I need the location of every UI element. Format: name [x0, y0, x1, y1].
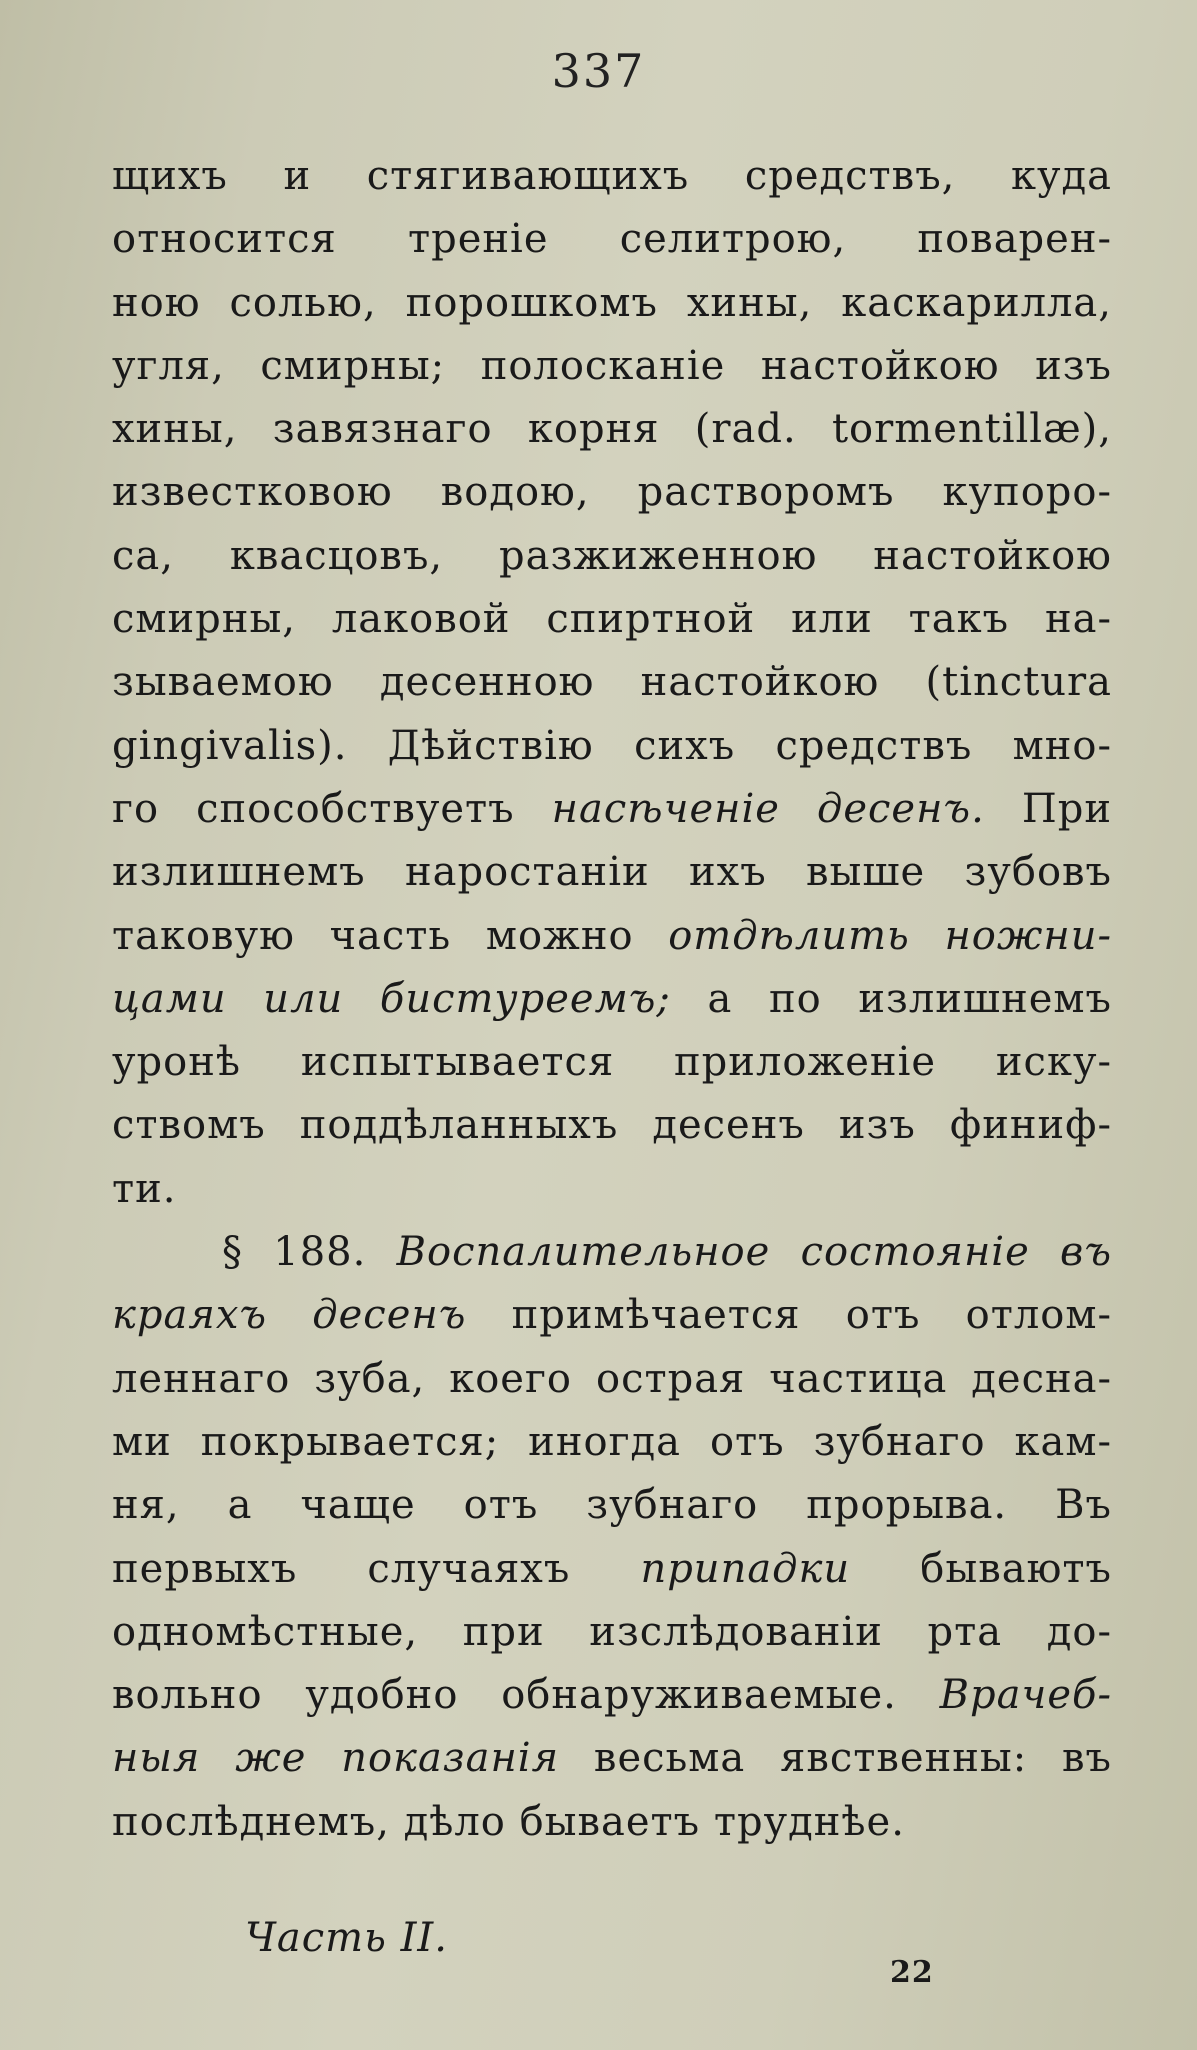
- text-line: [112, 588, 1112, 651]
- text-segment: ми покрывается; иногда отъ зубнаго кам-: [112, 1418, 1112, 1465]
- text-line: [112, 272, 1112, 335]
- italic-text: ныя же показанія: [112, 1735, 560, 1782]
- text-line: [112, 1601, 1112, 1664]
- italic-text: Воспалительное состояніе въ: [396, 1229, 1112, 1276]
- text-segment: щихъ и стягивающихъ средствъ, куда: [112, 153, 1112, 199]
- text-line: [112, 1538, 1112, 1601]
- text-line: [112, 1031, 1112, 1094]
- text-segment: относится треніе селитрою, поварен-: [112, 216, 1112, 263]
- text-segment: зываемою десенною настойкою (tinctura: [112, 659, 1112, 706]
- text-line: [112, 1411, 1112, 1474]
- text-segment: хины, завязнаго корня (rad. tormentillæ),: [112, 406, 1112, 453]
- text-segment: ти.: [112, 1165, 177, 1212]
- italic-text: насѣченіе десенъ.: [551, 785, 985, 832]
- italic-text: Врачеб-: [939, 1672, 1112, 1719]
- text-line: [112, 1221, 1112, 1284]
- text-segment: смирны, лаковой спиртной или такъ на-: [112, 596, 1112, 643]
- text-segment: весьма явственны: въ: [559, 1735, 1112, 1782]
- text-segment: угля, смирны; полосканіе настойкою изъ: [112, 342, 1112, 389]
- text-segment: а по излишнемъ: [670, 975, 1112, 1022]
- text-line: [112, 968, 1112, 1031]
- text-line: [112, 208, 1112, 271]
- printer-signature: Часть II.: [245, 1915, 448, 1961]
- text-segment: уронѣ испытывается приложеніе иску-: [112, 1039, 1112, 1086]
- page-number: 337: [551, 44, 646, 98]
- text-segment: gingivalis). Дѣйствію сихъ средствъ мно-: [112, 722, 1112, 769]
- italic-text: припадки: [640, 1545, 851, 1592]
- text-segment: ствомъ поддѣланныхъ десенъ изъ финиф-: [112, 1102, 1112, 1149]
- text-line: [112, 461, 1112, 524]
- text-line: [112, 778, 1112, 841]
- text-line: [112, 1094, 1112, 1157]
- text-segment: бываютъ: [850, 1545, 1112, 1592]
- text-line: [112, 1664, 1112, 1727]
- text-segment: одномѣстные, при изслѣдованіи рта до-: [112, 1608, 1112, 1655]
- text-segment: При: [984, 785, 1112, 832]
- text-line: [112, 1474, 1112, 1537]
- text-line: [112, 1727, 1112, 1790]
- italic-text: цами или бистуреемъ;: [112, 975, 671, 1022]
- body-text: [112, 145, 1112, 1854]
- text-segment: примѣчается отъ отлом-: [466, 1292, 1112, 1339]
- text-line: [112, 398, 1112, 461]
- text-segment: вольно удобно обнаруживаемые.: [112, 1672, 940, 1719]
- text-line: [112, 1791, 1112, 1854]
- text-line: [112, 335, 1112, 398]
- text-line: [112, 525, 1112, 588]
- text-segment: леннаго зуба, коего острая частица десна-: [112, 1355, 1112, 1402]
- text-segment: са, квасцовъ, разжиженною настойкою: [112, 532, 1112, 579]
- italic-text: краяхъ десенъ: [112, 1292, 467, 1339]
- text-line: [112, 145, 1112, 208]
- text-line: [112, 1158, 1112, 1221]
- sheet-number: 22: [890, 1955, 934, 1990]
- text-segment: первыхъ случаяхъ: [112, 1545, 641, 1592]
- text-segment: го способствуетъ: [112, 785, 552, 832]
- text-line: [112, 1284, 1112, 1347]
- text-segment: ня, а чаще отъ зубнаго прорыва. Въ: [112, 1482, 1112, 1529]
- text-segment: ною солью, порошкомъ хины, каскарилла,: [112, 279, 1112, 326]
- italic-text: отдѣлить ножни-: [668, 912, 1112, 959]
- text-segment: известковою водою, растворомъ купоро-: [112, 469, 1112, 516]
- text-segment: таковую часть можно: [112, 912, 669, 959]
- text-line: [112, 905, 1112, 968]
- text-segment: послѣднемъ, дѣло бываетъ труднѣе.: [112, 1798, 905, 1845]
- text-line: [112, 715, 1112, 778]
- text-segment: § 188.: [222, 1229, 397, 1276]
- text-line: [112, 651, 1112, 714]
- text-line: [112, 1348, 1112, 1411]
- text-segment: излишнемъ наростаніи ихъ выше зубовъ: [112, 849, 1112, 896]
- text-line: [112, 841, 1112, 904]
